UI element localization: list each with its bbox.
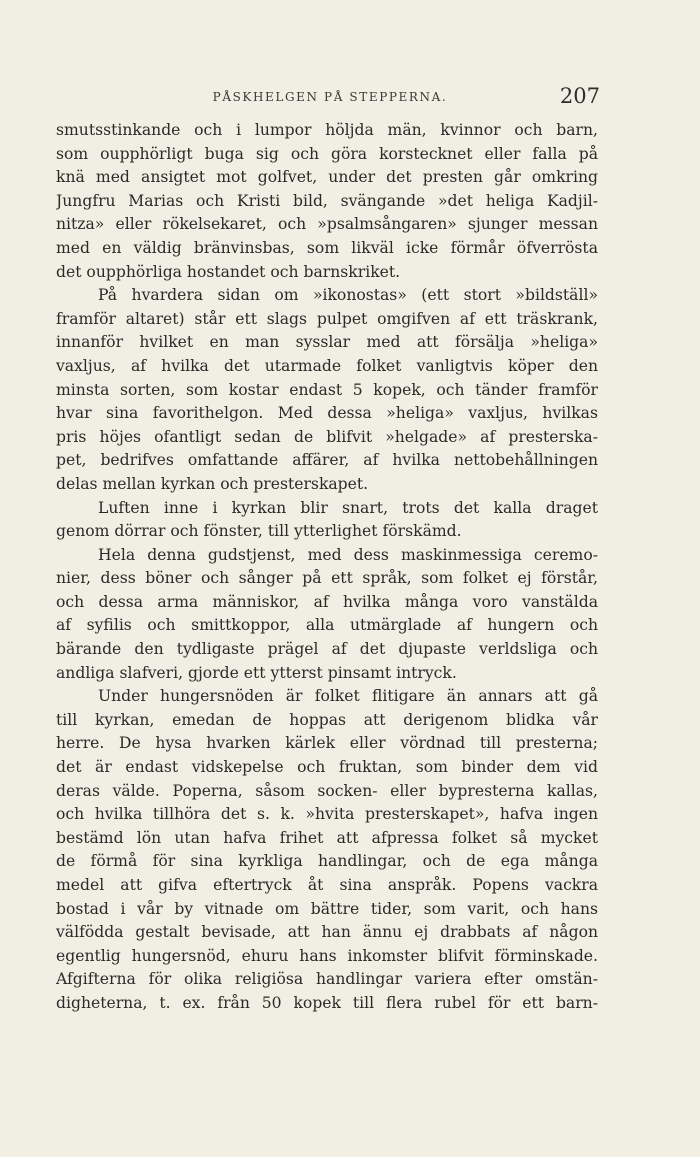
text-line: välfödda gestalt bevisade, att han ännu ej drabbats af någon — [56, 923, 598, 942]
text-line: nier, dess böner och sånger på ett språk, som folket ej förstår, — [56, 569, 598, 588]
text-line: och hvilka tillhöra det s. k. »hvita presterskapet», hafva ingen — [56, 805, 598, 824]
text-line: innanför hvilket en man sysslar med att försälja »heliga» — [56, 333, 598, 352]
text-line: deras välde. Poperna, såsom socken- eller bypresterna kallas, — [56, 781, 598, 800]
text-line: Luften inne i kyrkan blir snart, trots det kalla draget — [98, 498, 598, 517]
text-line: medel att gifva eftertryck åt sina anspråk. Popens vackra — [56, 876, 598, 894]
text-line: herre. De hysa hvarken kärlek eller vördnad till presterna; — [56, 734, 598, 753]
text-line: andliga slafveri, gjorde ett ytterst pinsamt intryck. — [56, 663, 457, 682]
text-line: Afgifterna för olika religiösa handlingar variera efter omstän- — [56, 970, 598, 989]
text-line: de förmå för sina kyrkliga handlingar, och de ega många — [56, 852, 598, 871]
text-line: minsta sorten, som kostar endast 5 kopek, och tänder framför — [56, 380, 598, 399]
text-line: nitza» eller rökelsekaret, och »psalmsångaren» sjunger messan — [56, 215, 598, 234]
page-number: 207 — [559, 84, 600, 108]
text-line: På hvardera sidan om »ikonostas» (ett stort »bildställ» — [98, 286, 598, 305]
text-line: egentlig hungersnöd, ehuru hans inkomster blifvit förminskade. — [56, 946, 598, 965]
text-line: till kyrkan, emedan de hoppas att derigenom blidka vår — [56, 710, 598, 729]
running-title: PÅSKHELGEN PÅ STEPPERNA. — [212, 90, 448, 104]
text-line: pet, bedrifves omfattande affärer, af hvilka nettobehållningen — [56, 451, 598, 470]
text-line: bostad i vår by vitnade om bättre tider, som varit, och hans — [56, 899, 598, 918]
text-line: som oupphörligt buga sig och göra korstecknet eller falla på — [56, 144, 598, 163]
text-line: vaxljus, af hvilka det utarmade folket vanligtvis köper den — [56, 356, 598, 375]
text-line: med en väldig bränvinsbas, som likväl icke förmår öfverrösta — [56, 238, 598, 257]
text-line: det är endast vidskepelse och fruktan, som binder dem vid — [56, 758, 598, 777]
text-line: af syfilis och smittkoppor, alla utmärglade af hungern och — [56, 616, 598, 635]
text-line: det oupphörliga hostandet och barnskriket. — [56, 262, 401, 281]
text-line: smutsstinkande och i lumpor höljda män, kvinnor och barn, — [56, 121, 598, 139]
text-line: Under hungersnöden är folket flitigare än annars att gå — [98, 687, 598, 706]
text-line: delas mellan kyrkan och presterskapet. — [56, 474, 369, 493]
text-line: knä med ansigtet mot golfvet, under det presten går omkring — [56, 168, 598, 187]
body-text — [56, 119, 598, 1016]
running-head — [60, 86, 600, 110]
text-line: genom dörrar och fönster, till ytterlighet förskämd. — [56, 522, 462, 541]
text-line: bestämd lön utan hafva frihet att afpressa folket så mycket — [56, 828, 598, 847]
text-line: hvar sina favorithelgon. Med dessa »heliga» vaxljus, hvilkas — [56, 404, 598, 423]
text-line: pris höjes ofantligt sedan de blifvit »helgade» af presterska- — [56, 427, 598, 446]
text-line: Hela denna gudstjenst, med dess maskinmessiga ceremo- — [98, 545, 598, 564]
text-line: och dessa arma människor, af hvilka många voro vanstälda — [56, 592, 598, 611]
text-line: bärande den tydligaste prägel af det djupaste verldsliga och — [56, 640, 598, 659]
text-line: framför altaret) står ett slags pulpet omgifven af ett träskrank, — [56, 309, 598, 328]
text-line: Jungfru Marias och Kristi bild, svängande »det heliga Kadjil- — [56, 191, 598, 210]
text-line: digheterna, t. ex. från 50 kopek till flera rubel för ett barn- — [56, 993, 598, 1012]
